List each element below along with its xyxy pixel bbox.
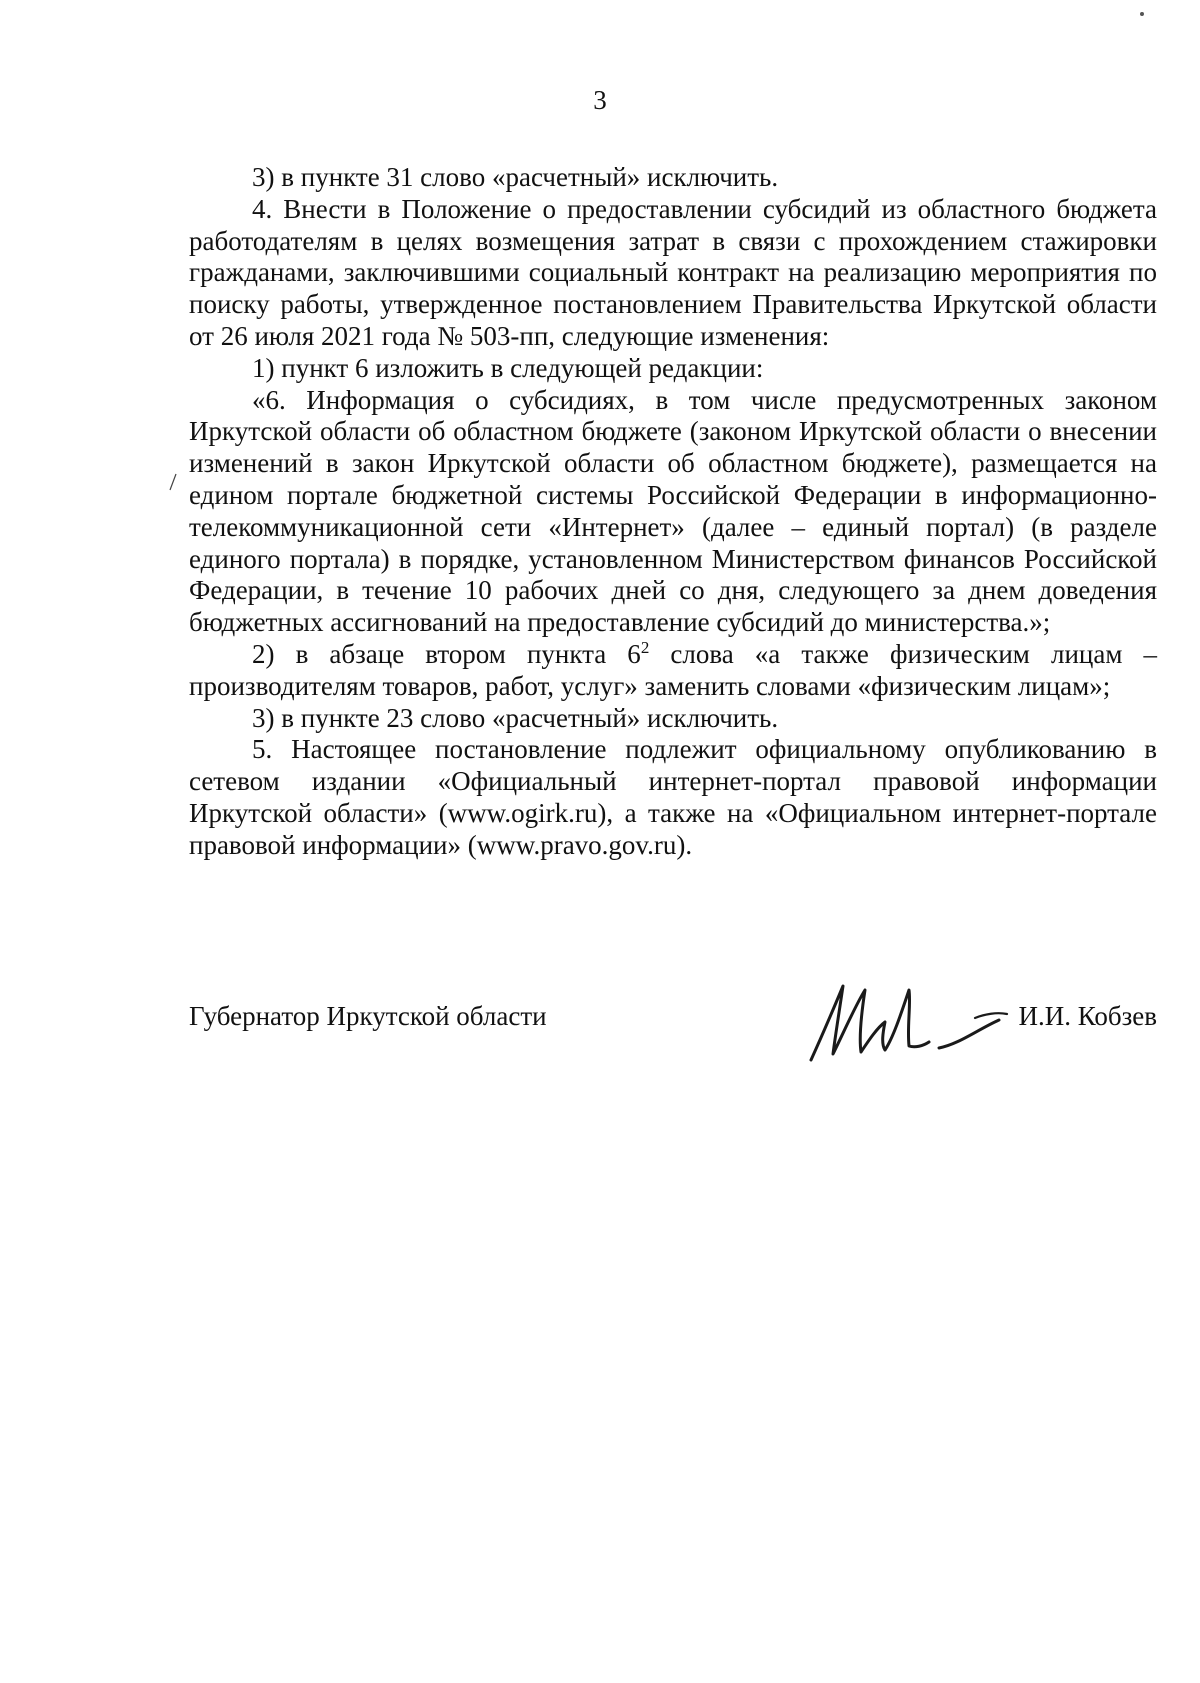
document-body [189,162,1157,862]
paragraph-section-4: 4. Внести в Положение о предоставлении субсидий из областного бюджета работодателям в целях возмещения затрат в связи с прохождением стажировки гражданами, заключившими социальный контракт на реализацию мероприятия по поиску работы, утвержденное постановлением Правительства Иркутской области от 26 июля 2021 года № 503-пп, следующие изменения: [189,193,1157,351]
signature-block [189,990,1157,1090]
handwritten-signature [799,968,1009,1068]
paragraph-section-5: 5. Настоящее постановление подлежит официальному опубликованию в сетевом издании «Официальный интернет-портал правовой информации Иркутской области» (www.ogirk.ru), а также на «Официальном интернет-портале правовой информации» (www.pravo.gov.ru). [189,734,1157,860]
paragraph-item-2-text-end: слова «а также физическим лицам – производителям товаров, работ, услуг» заменить словами «физическим лицам»; [189,638,1157,701]
signer-name: И.И. Кобзев [1018,1001,1157,1031]
paragraph-item-3-point-23: 3) в пункте 23 слово «расчетный» исключить. [252,702,779,733]
paragraph-quoted-point-6: «6. Информация о субсидиях, в том числе предусмотренных законом Иркутской области об областном бюджете (законом Иркутской области о внесении изменений в закон Иркутской области об областном бюджете), размещается на едином портале бюджетной системы Российской Федерации в информационно-телекоммуникационной сети «Интернет» (далее – единый портал) (в разделе единого портала) в порядке, установленном Министерством финансов Российской Федерации, в течение 10 рабочих дней со дня, следующего за днем доведения бюджетных ассигнований на предоставление субсидий до министерства.»; [189,384,1157,638]
superscript-index: 2 [640,637,650,657]
margin-pen-mark [168,472,178,492]
paragraph-item-3-point-31: 3) в пункте 31 слово «расчетный» исключить. [252,162,779,192]
paragraph-item-2-text-start: 2) в абзаце втором пункта 6 [252,638,641,669]
paragraph-item-1-point-6: 1) пункт 6 изложить в следующей редакции: [252,352,764,383]
signer-position: Губернатор Иркутской области [189,1001,547,1031]
page-number: 3 [593,85,607,115]
scan-dot-mark [1140,12,1144,16]
paragraph-item-2-point-6-2 [189,639,1157,703]
